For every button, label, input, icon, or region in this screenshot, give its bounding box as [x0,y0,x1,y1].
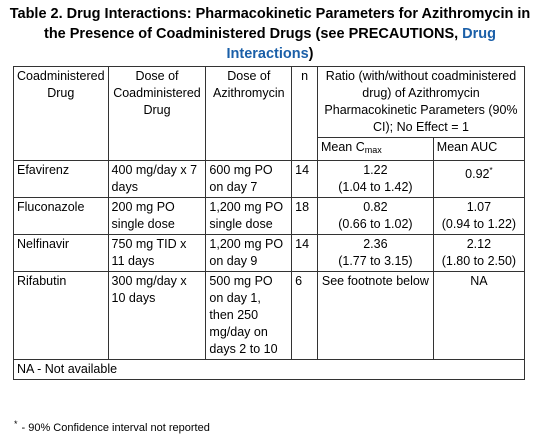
cell-cmax: See footnote below [317,272,433,360]
cell-dose-coadmin: 200 mg PO single dose [108,198,206,235]
drug-interactions-table [13,66,525,380]
table-note-row [14,360,525,380]
header-dose-azithromycin: Dose of Azithromycin [206,67,292,161]
title-line-3 [0,44,540,64]
cell-dose-azithro: 1,200 mg PO on day 9 [206,235,292,272]
cell-auc [433,235,524,272]
cell-cmax [317,161,433,198]
header-ratio: Ratio (with/without coadministered drug) of Azithromycin Pharmacokinetic Parameters (90% CI); No Effect = 1 [317,67,524,138]
auc-ci: (0.94 to 1.22) [441,217,517,231]
cell-auc [433,161,524,198]
footnote-text: - 90% Confidence interval not reported [21,422,210,434]
cmax-ci: (1.77 to 3.15) [338,254,413,268]
cell-dose-azithro: 500 mg PO on day 1, then 250 mg/day on days 2 to 10 [206,272,292,360]
cell-auc: NA [433,272,524,360]
auc-value: 2.12 [466,237,492,251]
auc-value: 0.92 [465,167,490,181]
table-row [14,161,525,198]
cell-dose-coadmin: 400 mg/day x 7 days [108,161,206,198]
footnote [14,417,210,435]
header-row [14,67,525,138]
cell-drug: Efavirenz [14,161,109,198]
table-note: NA - Not available [14,360,525,380]
title-suffix: ) [308,46,314,62]
cell-dose-azithro: 1,200 mg PO single dose [206,198,292,235]
header-mean-cmax [317,138,433,161]
cell-n: 14 [292,235,318,272]
cell-auc [433,198,524,235]
header-mean-cmax-label: Mean C [320,140,365,154]
auc-ci: (1.80 to 2.50) [441,254,517,268]
cell-dose-coadmin: 750 mg TID x 11 days [108,235,206,272]
cell-dose-coadmin: 300 mg/day x 10 days [108,272,206,360]
auc-value: 1.07 [466,200,492,214]
title-text: the Presence of Coadministered Drugs (see PRECAUTIONS, [43,26,463,42]
footnote-mark: * [14,419,18,429]
title-line-2 [0,24,540,44]
cell-drug: Rifabutin [14,272,109,360]
cell-drug: Fluconazole [14,198,109,235]
cmax-value: 0.82 [363,200,388,214]
header-cmax-subscript: max [364,145,382,155]
cell-n: 6 [292,272,318,360]
cell-dose-azithro: 600 mg PO on day 7 [206,161,292,198]
auc-footnote-mark: * [489,166,493,175]
header-dose-coadministered: Dose of Coadministered Drug [108,67,206,161]
cmax-ci: (1.04 to 1.42) [338,180,413,194]
header-mean-auc: Mean AUC [433,138,524,161]
cell-cmax [317,198,433,235]
table-row [14,235,525,272]
cell-n: 14 [292,161,318,198]
cmax-ci: (0.66 to 1.02) [338,217,413,231]
table-title [0,4,540,64]
header-n: n [292,67,318,161]
drug-interactions-link[interactable]: Interactions [226,46,309,62]
cmax-value: 1.22 [363,163,388,177]
table-row [14,198,525,235]
cell-cmax [317,235,433,272]
drug-interactions-link-drug[interactable]: Drug [462,26,497,42]
cell-drug: Nelfinavir [14,235,109,272]
cmax-value: 2.36 [363,237,388,251]
title-line-1: Table 2. Drug Interactions: Pharmacokinetic Parameters for Azithromycin in [9,6,531,22]
table-row [14,272,525,360]
cell-n: 18 [292,198,318,235]
header-coadministered-drug: Coadministered Drug [14,67,109,161]
